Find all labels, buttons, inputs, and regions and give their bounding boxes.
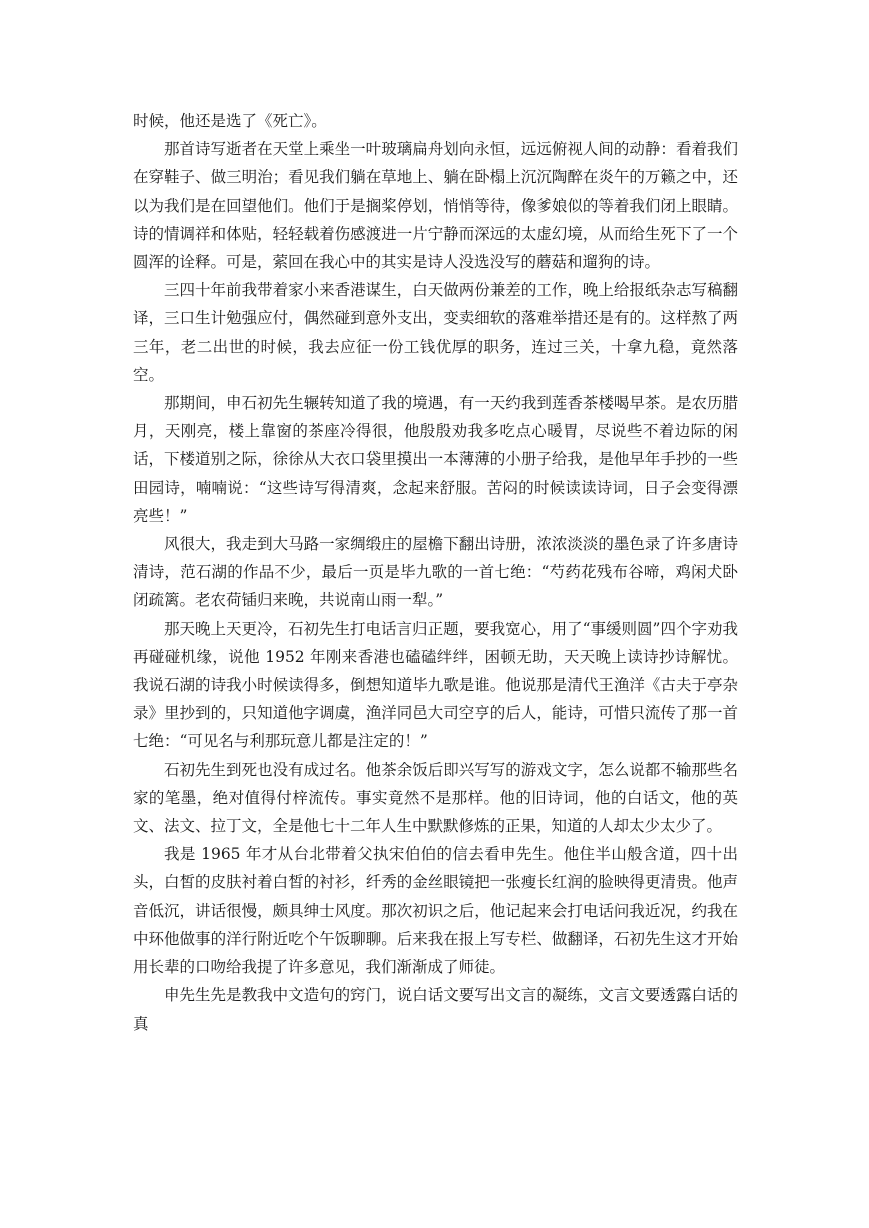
- paragraph-first-meeting: 我是 1965 年才从台北带着父执宋伯伯的信去看申先生。他住半山般含道，四十出头，白皙的皮肤衬着白皙的衬衫，纤秀的金丝眼镜把一张瘦长红润的脸映得更清贵。他声音低沉，讲话很慢，颇具绅士风度。那次初识之后，他记起来会打电话问我近况，约我在中环他做事的洋行附近吃个午饭聊聊。后来我在报上写专栏、做翻译，石初先生这才开始用长辈的口吻给我提了许多意见，我们渐渐成了师徒。: [133, 845, 738, 977]
- paragraph-poem-booklet: 风很大，我走到大马路一家绸缎庄的屋檐下翻出诗册，浓浓淡淡的墨色录了许多唐诗清诗，范石湖的作品不少，最后一页是毕九歌的一首七绝：“芍药花残布谷啼，鸡闲犬卧闭疏篱。老农荷锸归来晚，共说南山雨一犁。”: [133, 535, 738, 610]
- article-body: [133, 107, 738, 1038]
- paragraph-hongkong-living: 三四十年前我带着家小来香港谋生，白天做两份兼差的工作，晚上给报纸杂志写稿翻译，三口生计勉强应付，偶然碰到意外支出，变卖细软的落难举措还是有的。这样熬了两三年，老二出世的时候，我去应征一份工钱优厚的职务，连过三关，十拿九稳，竟然落空。: [133, 281, 738, 384]
- paragraph-continued: 时候，他还是选了《死亡》。: [133, 112, 327, 130]
- paragraph-phone-call: 那天晚上天更冷，石初先生打电话言归正题，要我宽心，用了“事缓则圆”四个字劝我再碰碰机缘，说他 1952 年刚来香港也磕磕绊绊，困顿无助，天天晚上读诗抄诗解忧。我说石湖的诗我小时候读得多，倒想知道毕九歌是谁。他说那是清代王渔洋《古夫于亭杂录》里抄到的，只知道他字调虞，渔洋同邑大司空亨的后人，能诗，可惜只流传了那一首七绝：“可见名与利那玩意儿都是注定的！”: [133, 619, 738, 751]
- paragraph-never-famous: 石初先生到死也没有成过名。他茶余饭后即兴写写的游戏文字，怎么说都不输那些名家的笔墨，绝对值得付梓流传。事实竟然不是那样。他的旧诗词，他的白话文，他的英文、法文、拉丁文，全是他七十二年人生中默默修炼的正果，知道的人却太少太少了。: [133, 760, 738, 836]
- paragraph-poem-death: 那首诗写逝者在天堂上乘坐一叶玻璃扁舟划向永恒，远远俯视人间的动静：看着我们在穿鞋子、做三明治；看见我们躺在草地上、躺在卧榻上沉沉陶醉在炎午的万籁之中，还以为我们是在回望他们。他们于是搁桨停划，悄悄等待，像爹娘似的等着我们闭上眼睛。诗的情调祥和体贴，轻轻载着伤感渡进一片宁静而深远的太虚幻境，从而给生死下了一个圆浑的诠释。可是，萦回在我心中的其实是诗人没选没写的蘑菇和遛狗的诗。: [133, 140, 738, 272]
- paragraph-writing-lessons: 申先生先是教我中文造句的窍门，说白话文要写出文言的凝练，文言文要透露白话的真: [133, 986, 738, 1033]
- paragraph-tea-house: 那期间，申石初先生辗转知道了我的境遇，有一天约我到莲香茶楼喝早茶。是农历腊月，天刚亮，楼上靠窗的茶座冷得很，他殷殷劝我多吃点心暖胃，尽说些不着边际的闲话，下楼道别之际，徐徐从大衣口袋里摸出一本薄薄的小册子给我，是他早年手抄的一些田园诗，喃喃说：“这些诗写得清爽，念起来舒服。苦闷的时候读读诗词，日子会变得漂亮些！”: [133, 394, 738, 525]
